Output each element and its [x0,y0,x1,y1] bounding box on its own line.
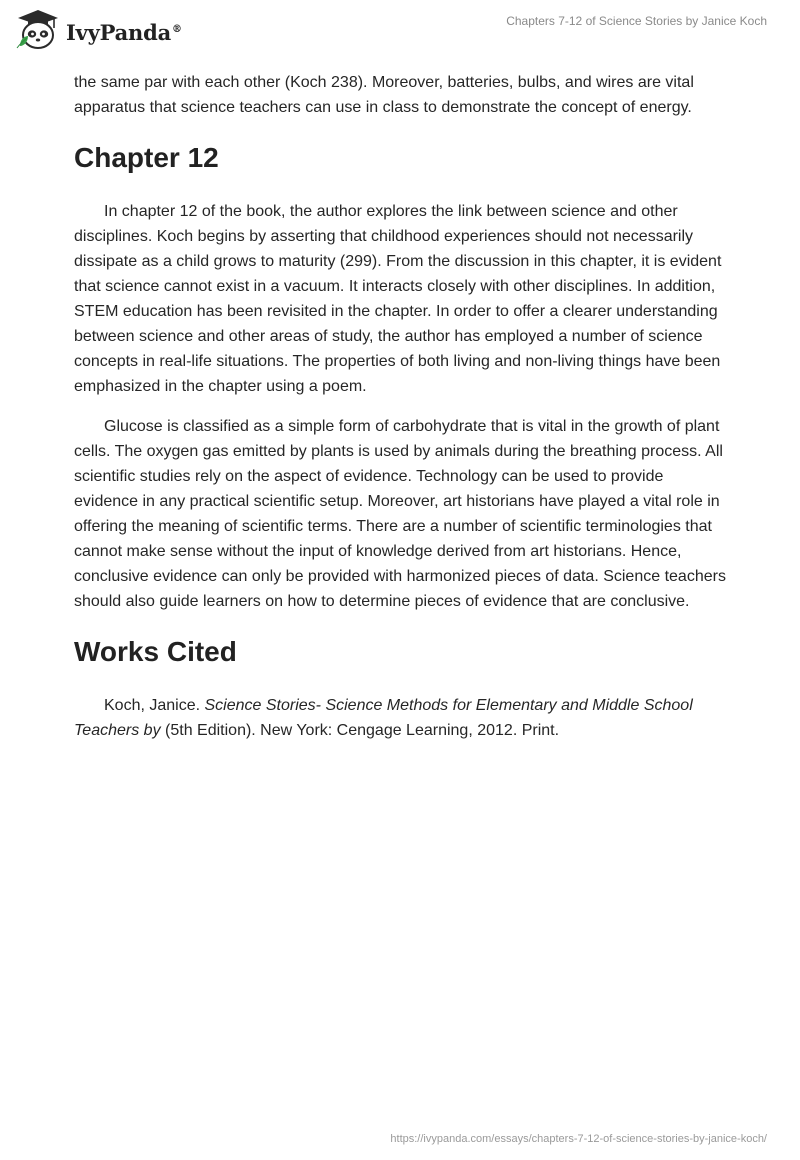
document-title: Chapters 7-12 of Science Stories by Janice Koch [506,14,767,28]
essay-content [74,70,728,743]
brand-name: IvyPanda® [66,19,182,45]
citation-title: Science Stories- Science Methods for Elementary and Middle School Teachers by [74,697,693,739]
citation-author: Koch, Janice. [104,697,205,714]
panda-graduate-icon [14,8,62,50]
chapter-12-paragraph: Glucose is classified as a simple form of carbohydrate that is vital in the growth of plant cells. The oxygen gas emitted by plants is used by animals during the breathing process. All scientific studies rely on the aspect of evidence. Technology can be used to provide evidence in any practical scientific setup. Moreover, art historians have played a vital role in offering the meaning of scientific terms. There are a number of scientific terminologies that cannot make sense without the input of knowledge derived from art historians. Hence, conclusive evidence can only be provided with harmonized pieces of data. Science teachers should also guide learners on how to determine pieces of evidence that are conclusive. [74,418,726,610]
page-header [0,0,800,60]
citation-entry [74,693,728,743]
intro-paragraph: the same par with each other (Koch 238). Moreover, batteries, bulbs, and wires are vital apparatus that science teachers can use in class to demonstrate the concept of energy. [74,74,694,116]
chapter-12-heading: Chapter 12 [74,142,219,173]
chapter-12-paragraph: In chapter 12 of the book, the author explores the link between science and other disciplines. Koch begins by asserting that childhood experiences should not necessarily dissipate as a child grows to maturity (299). From the discussion in this chapter, it is evident that science cannot exist in a vacuum. It interacts closely with other disciplines. In addition, STEM education has been revisited in the chapter. In order to offer a clearer understanding between science and other areas of study, the author has employed a number of science concepts in real-life situations. The properties of both living and non-living things have been emphasized in the chapter using a poem. [74,203,722,395]
source-url[interactable]: https://ivypanda.com/essays/chapters-7-12-of-science-stories-by-janice-koch/ [390,1133,767,1145]
ivypanda-logo[interactable] [14,8,182,50]
citation-details: (5th Edition). New York: Cengage Learning, 2012. Print. [160,722,560,739]
works-cited-heading: Works Cited [74,636,237,667]
